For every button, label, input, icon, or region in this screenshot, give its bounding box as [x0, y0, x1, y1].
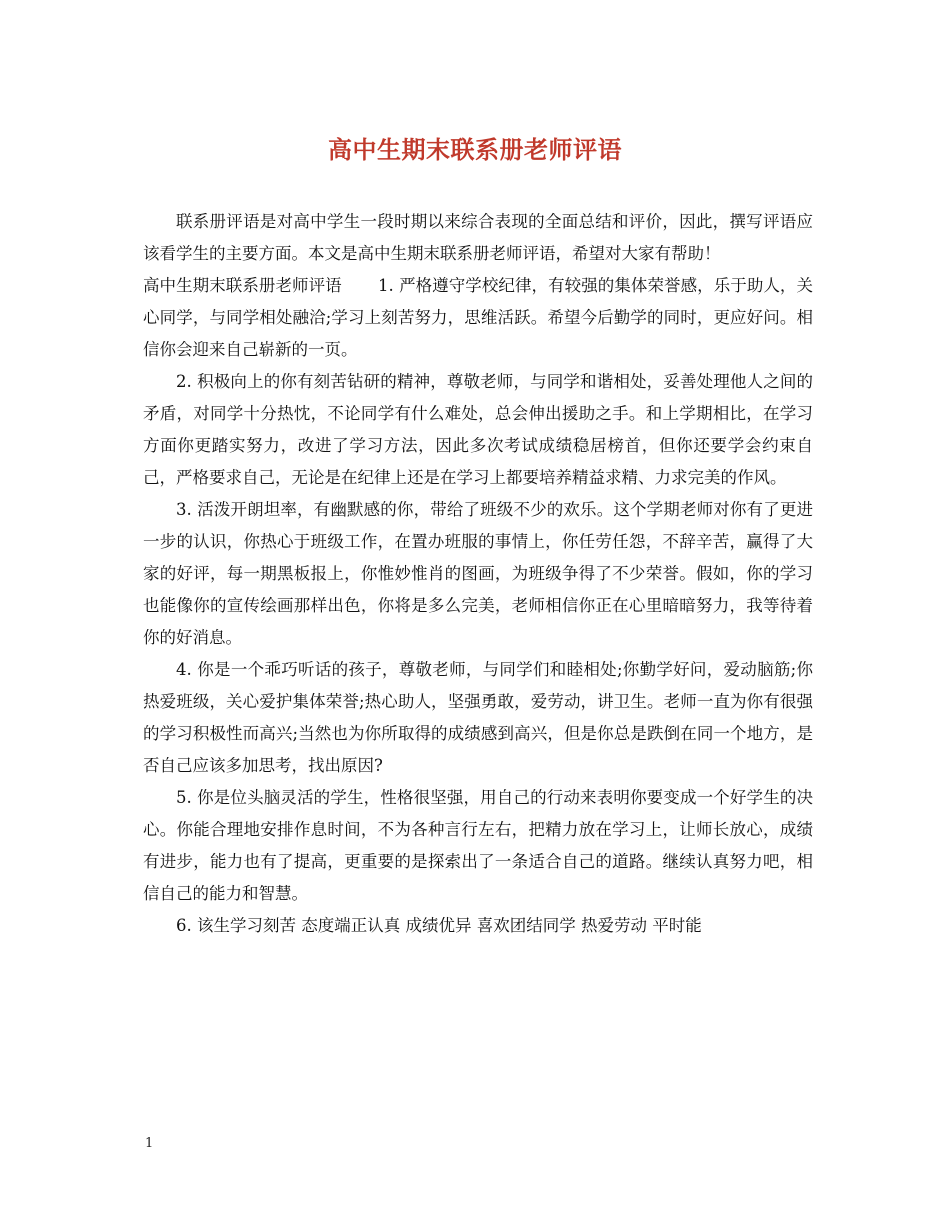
comment-item-3: 3. 活泼开朗坦率，有幽默感的你，带给了班级不少的欢乐。这个学期老师对你有了更进一步的认识，你热心于班级工作，在置办班服的事情上，你任劳任怨，不辞辛苦，赢得了大家的好评，每一期黑板报上，你惟妙惟肖的图画，为班级争得了不少荣誉。假如，你的学习也能像你的宣传绘画那样出色，你将是多么完美，老师相信你正在心里暗暗努力，我等待着你的好消息。	[143, 500, 813, 647]
document-body	[143, 206, 813, 942]
comment-item-5: 5. 你是位头脑灵活的学生，性格很坚强，用自己的行动来表明你要变成一个好学生的决心。你能合理地安排作息时间，不为各种言行左右，把精力放在学习上，让师长放心，成绩有进步，能力也有了提高，更重要的是探索出了一条适合自己的道路。继续认真努力吧，相信自己的能力和智慧。	[143, 788, 813, 903]
intro-paragraph: 联系册评语是对高中学生一段时期以来综合表现的全面总结和评价，因此，撰写评语应该看学生的主要方面。本文是高中生期末联系册老师评语，希望对大家有帮助！	[143, 212, 813, 263]
comment-item-2: 2. 积极向上的你有刻苦钻研的精神，尊敬老师，与同学和谐相处，妥善处理他人之间的矛盾，对同学十分热忱，不论同学有什么难处，总会伸出援助之手。和上学期相比，在学习方面你更踏实努力，改进了学习方法，因此多次考试成绩稳居榜首，但你还要学会约束自己，严格要求自己，无论是在纪律上还是在学习上都要培养精益求精、力求完美的作风。	[143, 372, 813, 487]
section-first-paragraph	[143, 270, 813, 366]
comment-item-1: 1. 严格遵守学校纪律，有较强的集体荣誉感，乐于助人，关心同学，与同学相处融洽;学习上刻苦努力，思维活跃。希望今后勤学的同时，更应好问。相信你会迎来自己崭新的一页。	[143, 276, 813, 359]
section-heading: 高中生期末联系册老师评语	[143, 276, 342, 295]
comment-item-6: 6. 该生学习刻苦 态度端正认真 成绩优异 喜欢团结同学 热爱劳动 平时能	[176, 916, 702, 935]
comment-item-4: 4. 你是一个乖巧听话的孩子，尊敬老师，与同学们和睦相处;你勤学好问，爱动脑筋;你热爱班级，关心爱护集体荣誉;热心助人，坚强勇敢，爱劳动，讲卫生。老师一直为你有很强的学习积极性而高兴;当然也为你所取得的成绩感到高兴，但是你总是跌倒在同一个地方，是否自己应该多加思考，找出原因?	[143, 660, 813, 775]
page-number: 1	[145, 1136, 154, 1151]
document-title: 高中生期末联系册老师评语	[328, 135, 622, 164]
